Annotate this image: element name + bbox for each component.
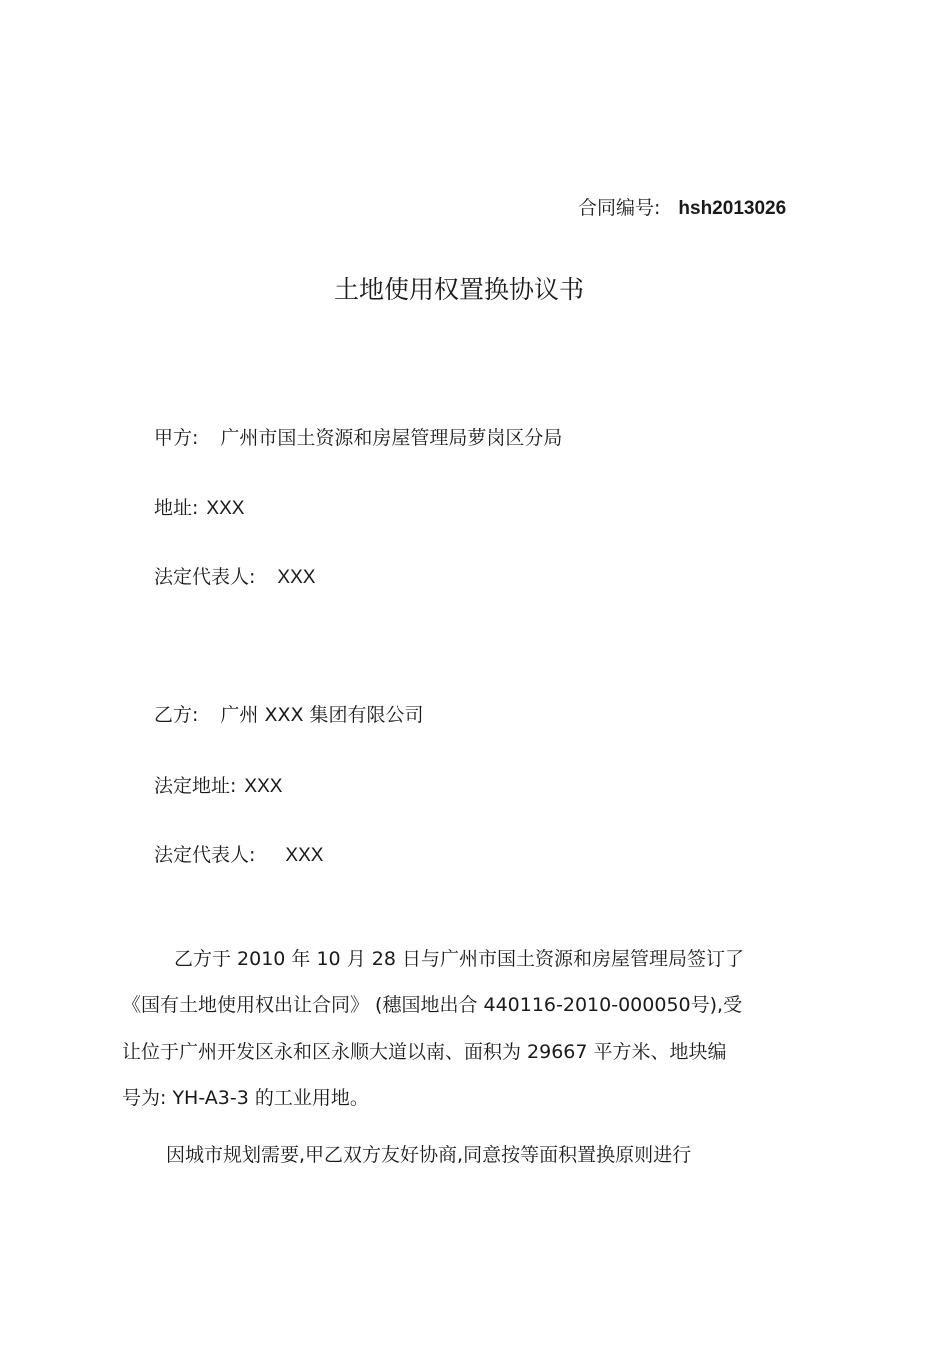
party-a-address-label: 地址:	[154, 497, 199, 519]
body-paragraph-1-line-2: 《国有土地使用权出让合同》 (穗国地出合 440116-2010-000050号),受	[122, 994, 743, 1016]
party-a-label: 甲方:	[154, 427, 199, 449]
contract-number	[578, 196, 786, 221]
party-b-rep-label: 法定代表人:	[154, 844, 256, 866]
party-a-rep-label: 法定代表人:	[154, 566, 256, 588]
body-paragraph-1-line-3: 让位于广州开发区永和区永顺大道以南、面积为 29667 平方米、地块编	[122, 1041, 727, 1063]
contract-number-label: 合同编号:	[578, 197, 661, 219]
party-b-address-value: XXX	[244, 776, 283, 797]
party-a-rep-value: XXX	[277, 567, 316, 588]
party-a-address-value: XXX	[206, 498, 245, 519]
body-paragraph-2-line-1: 因城市规划需要,甲乙双方友好协商,同意按等面积置换原则进行	[166, 1144, 692, 1166]
party-a-address	[154, 496, 244, 521]
party-a-value: 广州市国土资源和房屋管理局萝岗区分局	[220, 427, 563, 449]
party-b-address-label: 法定地址:	[154, 775, 237, 797]
party-b-label: 乙方:	[154, 704, 199, 726]
body-paragraph-1-line-4: 号为: YH-A3-3 的工业用地。	[122, 1087, 369, 1109]
contract-number-value: hsh2013026	[678, 198, 787, 219]
party-b-value: 广州 XXX 集团有限公司	[220, 704, 424, 726]
document-title: 土地使用权置换协议书	[333, 275, 584, 304]
party-b-rep-value: XXX	[285, 845, 324, 866]
party-b-address	[154, 774, 282, 799]
party-b-representative	[154, 843, 323, 868]
body-paragraph-1-line-1: 乙方于 2010 年 10 月 28 日与广州市国土资源和房屋管理局签订了	[174, 948, 744, 970]
party-a-representative	[154, 565, 315, 590]
party-a-name	[154, 426, 562, 450]
party-b-name	[154, 703, 424, 727]
